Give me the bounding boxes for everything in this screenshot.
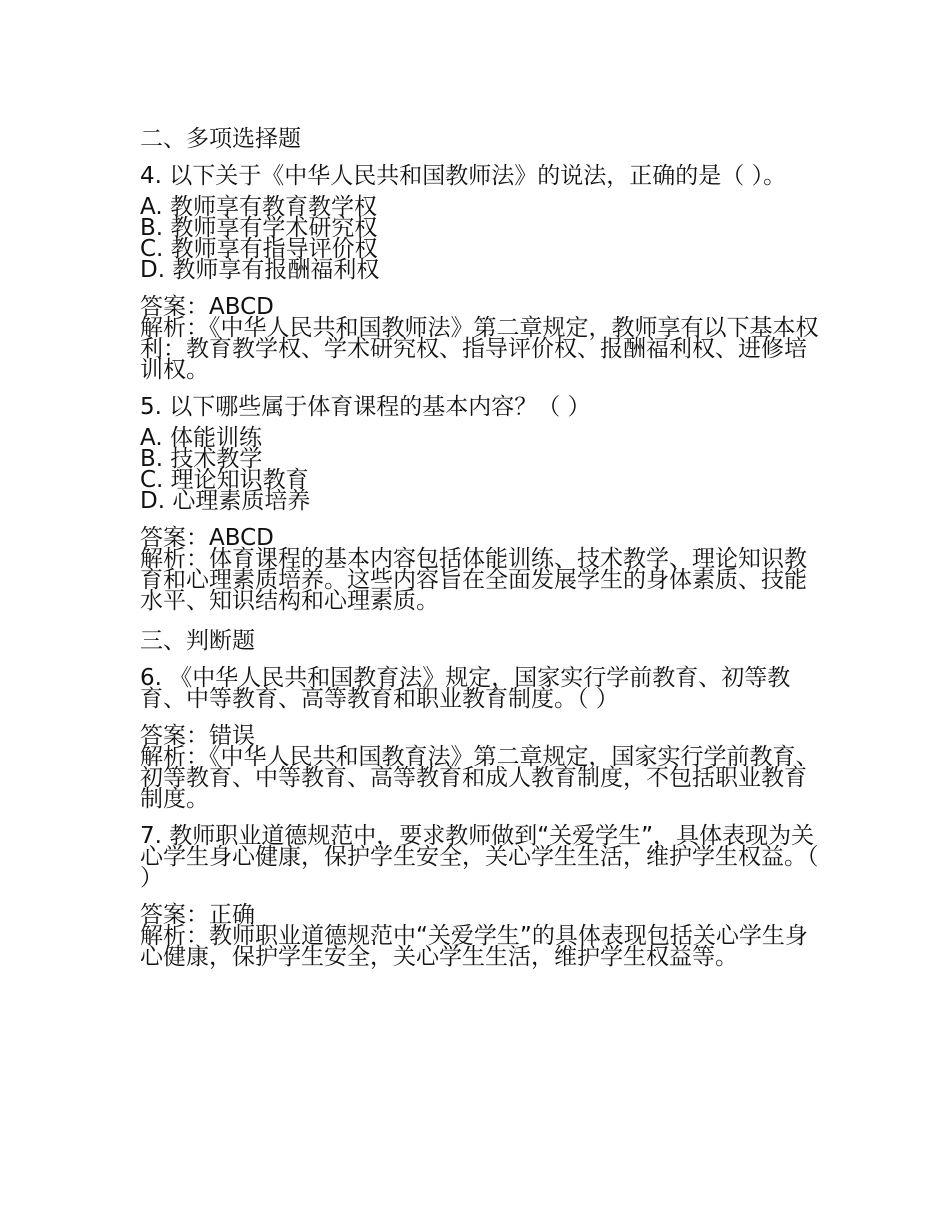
answer-block [140, 525, 820, 614]
answer-block [140, 902, 820, 970]
option-c: C. 教师享有指导评价权 [140, 236, 378, 262]
option-d: D. 教师享有报酬福利权 [140, 257, 380, 283]
analysis-text: 解析：《中华人民共和国教师法》第二章规定，教师享有以下基本权利：教育教学权、学术研究权、指导评价权、报酬福利权、进修培训权。 [140, 315, 819, 383]
option-list [140, 194, 820, 283]
option-b: B. 教师享有学术研究权 [140, 215, 378, 241]
document-page [140, 126, 826, 970]
section-title-multiple-choice: 二、多项选择题 [140, 126, 301, 152]
question-7 [140, 823, 826, 970]
option-a: A. 体能训练 [140, 425, 262, 451]
question-text: 4. 以下关于《中华人民共和国教师法》的说法，正确的是（ ）。 [140, 163, 787, 189]
answer-text: 答案：ABCD [140, 525, 274, 551]
option-c: C. 理论知识教育 [140, 467, 309, 493]
question-text: 7. 教师职业道德规范中，要求教师做到“关爱学生”，具体表现为关心学生身心健康，保护学生安全，关心学生生活，维护学生权益。（ ） [140, 823, 826, 891]
question-text: 5. 以下哪些属于体育课程的基本内容？（ ） [140, 394, 591, 420]
answer-text: 答案：错误 [140, 723, 255, 749]
analysis-text: 解析：《中华人民共和国教育法》第二章规定，国家实行学前教育、初等教育、中等教育、高等教育和成人教育制度，不包括职业教育制度。 [140, 744, 819, 812]
question-6 [140, 665, 820, 812]
option-d: D. 心理素质培养 [140, 488, 311, 514]
analysis-text: 解析：体育课程的基本内容包括体能训练、技术教学、理论知识教育和心理素质培养。这些内容旨在全面发展学生的身体素质、技能水平、知识结构和心理素质。 [140, 546, 807, 614]
analysis-text: 解析：教师职业道德规范中“关爱学生”的具体表现包括关心学生身心健康，保护学生安全，关心学生生活，维护学生权益等。 [140, 923, 808, 970]
answer-text: 答案：ABCD [140, 294, 274, 320]
answer-block [140, 723, 820, 812]
option-a: A. 教师享有教育教学权 [140, 194, 377, 220]
answer-text: 答案：正确 [140, 902, 255, 928]
question-text: 6. 《中华人民共和国教育法》规定，国家实行学前教育、初等教育、中等教育、高等教育和职业教育制度。（ ） [140, 665, 791, 712]
option-b: B. 技术教学 [140, 446, 263, 472]
section-title-true-false: 三、判断题 [140, 628, 255, 654]
question-5 [140, 394, 820, 614]
question-4 [140, 163, 820, 383]
answer-block [140, 294, 820, 383]
option-list [140, 425, 820, 514]
